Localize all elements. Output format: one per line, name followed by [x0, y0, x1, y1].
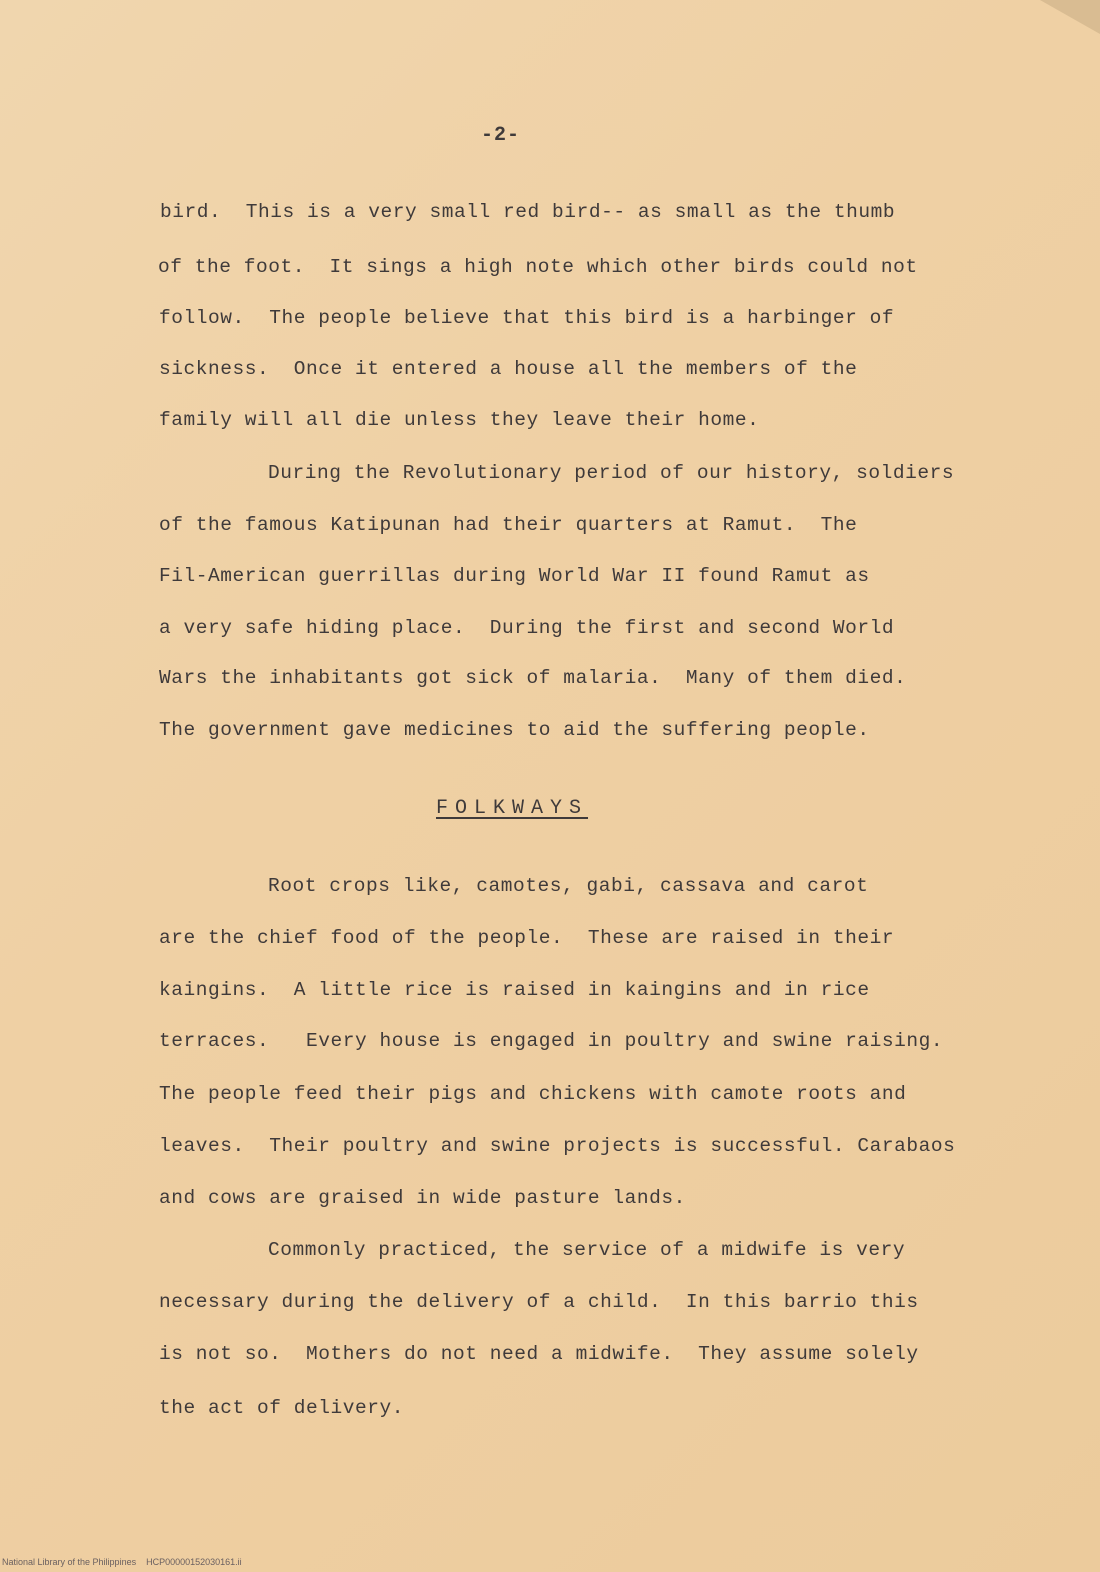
text-line: the act of delivery. — [159, 1397, 405, 1419]
text-line: The people feed their pigs and chickens with camote roots and — [159, 1083, 907, 1105]
text-line: Root crops like, camotes, gabi, cassava and carot — [268, 875, 869, 897]
text-line: terraces. Every house is engaged in poultry and swine raising. — [159, 1030, 944, 1052]
text-line: Fil-American guerrillas during World War II found Ramut as — [159, 565, 870, 587]
section-heading: FOLKWAYS — [436, 797, 589, 820]
text-line: of the foot. It sings a high note which other birds could not — [158, 256, 918, 278]
text-line: bird. This is a very small red bird-- as small as the thumb — [160, 201, 896, 223]
text-line: of the famous Katipunan had their quarters at Ramut. The — [159, 514, 858, 536]
text-line: follow. The people believe that this bird is a harbinger of — [159, 307, 895, 329]
archive-footer: National Library of the Philippines HCP00000152030161.ii — [2, 1557, 242, 1567]
text-line: a very safe hiding place. During the first and second World — [159, 617, 895, 639]
text-line: The government gave medicines to aid the suffering people. — [159, 719, 870, 741]
text-line: is not so. Mothers do not need a midwife. They assume solely — [159, 1343, 919, 1365]
text-line: are the chief food of the people. These are raised in their — [159, 927, 895, 949]
text-line: kaingins. A little rice is raised in kaingins and in rice — [159, 979, 870, 1001]
text-line: necessary during the delivery of a child. In this barrio this — [159, 1291, 919, 1313]
corner-fold — [1040, 0, 1100, 34]
page-number: -2- — [481, 124, 521, 147]
text-line: and cows are graised in wide pasture lands. — [159, 1187, 686, 1209]
text-line: family will all die unless they leave their home. — [159, 409, 760, 431]
text-line: sickness. Once it entered a house all the members of the — [159, 358, 858, 380]
text-line: leaves. Their poultry and swine projects is successful. Carabaos — [159, 1135, 956, 1157]
text-line: Commonly practiced, the service of a midwife is very — [268, 1239, 906, 1261]
text-line: During the Revolutionary period of our history, soldiers — [268, 462, 955, 484]
text-line: Wars the inhabitants got sick of malaria. Many of them died. — [159, 667, 907, 689]
